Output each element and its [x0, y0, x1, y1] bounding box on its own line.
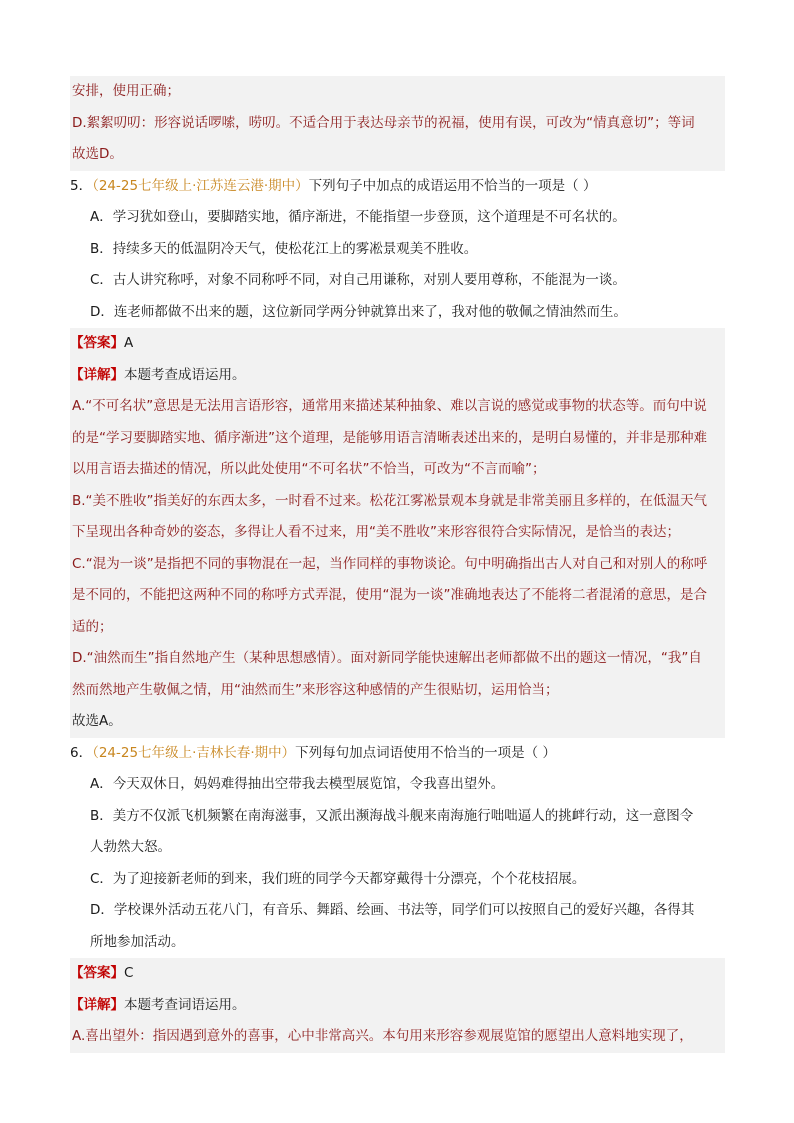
option-c: C．为了迎接新老师的到来，我们班的同学今天都穿戴得十分漂亮，个个花枝招展。	[90, 870, 586, 887]
explanation-line: D.絮絮叨叨：形容说话啰嗦，唠叨。不适合用于表达母亲节的祝福，使用有误，可改为“情真意切”；等词	[72, 114, 695, 131]
question-6	[70, 738, 725, 959]
detail-intro: 本题考查成语运用。	[124, 366, 246, 383]
question-text: 下列每句加点词语使用不恰当的一项是（ ）	[295, 744, 556, 761]
question-number: 5．	[70, 177, 93, 194]
question-stem	[70, 171, 725, 203]
question-text: 下列句子中加点的成语运用不恰当的一项是（ ）	[308, 177, 597, 194]
option-a: A．今天双休日，妈妈难得抽出空带我去模型展览馆，令我喜出望外。	[90, 776, 505, 792]
option-d: D．连老师都做不出来的题，这位新同学两分钟就算出来了，我对他的敬佩之情油然而生。	[90, 303, 627, 320]
previous-answer-block	[70, 76, 725, 171]
conclusion-line: 故选A。	[72, 713, 122, 729]
explanation-line: C.“混为一谈”是指把不同的事物混在一起，当作同样的事物谈论。句中明确指出古人对自己和对别人的称呼	[72, 555, 708, 572]
option-b: B．持续多天的低温阴冷天气，使松花江上的雾凇景观美不胜收。	[90, 240, 478, 257]
explanation-line: 是不同的，不能把这两种不同的称呼方式弄混，使用“混为一谈”准确地表达了不能将二者混淆的意思，是合	[72, 587, 707, 603]
explanation-line: 安排，使用正确；	[72, 83, 180, 99]
detail-line	[70, 360, 725, 392]
explanation-line: 适的；	[72, 618, 113, 635]
option-d-continued: 所地参加活动。	[90, 933, 185, 950]
answer-line	[70, 958, 725, 990]
option-a: A．学习犹如登山，要脚踏实地，循序渐进，不能指望一步登顶，这个道理是不可名状的。	[90, 209, 626, 225]
detail-line	[70, 990, 725, 1022]
question-source: （24-25七年级上·江苏连云港·期中）	[92, 177, 309, 194]
explanation-line: A.“不可名状”意思是无法用言语形容，通常用来描述某种抽象、难以言说的感觉或事物的状态等。而句中说	[72, 398, 707, 414]
explanation-line: 然而然地产生敬佩之情，用“油然而生”来形容这种感情的产生很贴切，运用恰当；	[72, 681, 559, 698]
answer-tag: 【答案】	[70, 965, 124, 981]
answer-value: A	[124, 335, 134, 351]
answer-block-5	[70, 328, 725, 738]
question-stem	[70, 738, 725, 770]
answer-block-6	[70, 958, 725, 1053]
conclusion-line: 故选D。	[72, 146, 123, 162]
detail-intro: 本题考查词语运用。	[124, 996, 246, 1013]
option-b-continued: 人勃然大怒。	[90, 839, 171, 855]
page-content	[70, 76, 725, 1053]
detail-tag: 【详解】	[70, 366, 124, 383]
explanation-line: A.喜出望外：指因遇到意外的喜事，心中非常高兴。本句用来形容参观展览馆的愿望出人意料地实现了，	[72, 1028, 693, 1044]
detail-tag: 【详解】	[70, 996, 124, 1013]
explanation-line: 下呈现出各种奇妙的姿态，多得让人看不过来，用“美不胜收”来形容很符合实际情况，是恰当的表达；	[72, 524, 680, 540]
question-5	[70, 171, 725, 329]
option-b: B．美方不仅派飞机频繁在南海滋事，又派出濒海战斗舰来南海施行咄咄逼人的挑衅行动，这一意图令	[90, 807, 694, 824]
explanation-line: 以用言语去描述的情况，所以此处使用“不可名状”不恰当，可改为“不言而喻”；	[72, 461, 546, 477]
explanation-line: D.“油然而生”指自然地产生（某种思想感情）。面对新同学能快速解出老师都做不出的题这一情况，“我”自	[72, 650, 702, 666]
explanation-line: 的是“学习要脚踏实地、循序渐进”这个道理，是能够用语言清晰表述出来的，是明白易懂的，并非是那种难	[72, 429, 707, 446]
answer-tag: 【答案】	[70, 335, 124, 351]
question-number: 6．	[70, 744, 93, 761]
answer-line	[70, 328, 725, 360]
option-d: D．学校课外活动五花八门，有音乐、舞蹈、绘画、书法等，同学们可以按照自己的爱好兴趣，各得其	[90, 902, 695, 918]
answer-value: C	[124, 965, 134, 981]
option-c: C．古人讲究称呼，对象不同称呼不同，对自己用谦称，对别人要用尊称，不能混为一谈。	[90, 272, 626, 288]
explanation-line: B.“美不胜收”指美好的东西太多，一时看不过来。松花江雾凇景观本身就是非常美丽且多样的，在低温天气	[72, 492, 708, 509]
question-source: （24-25七年级上·吉林长春·期中）	[92, 744, 296, 761]
